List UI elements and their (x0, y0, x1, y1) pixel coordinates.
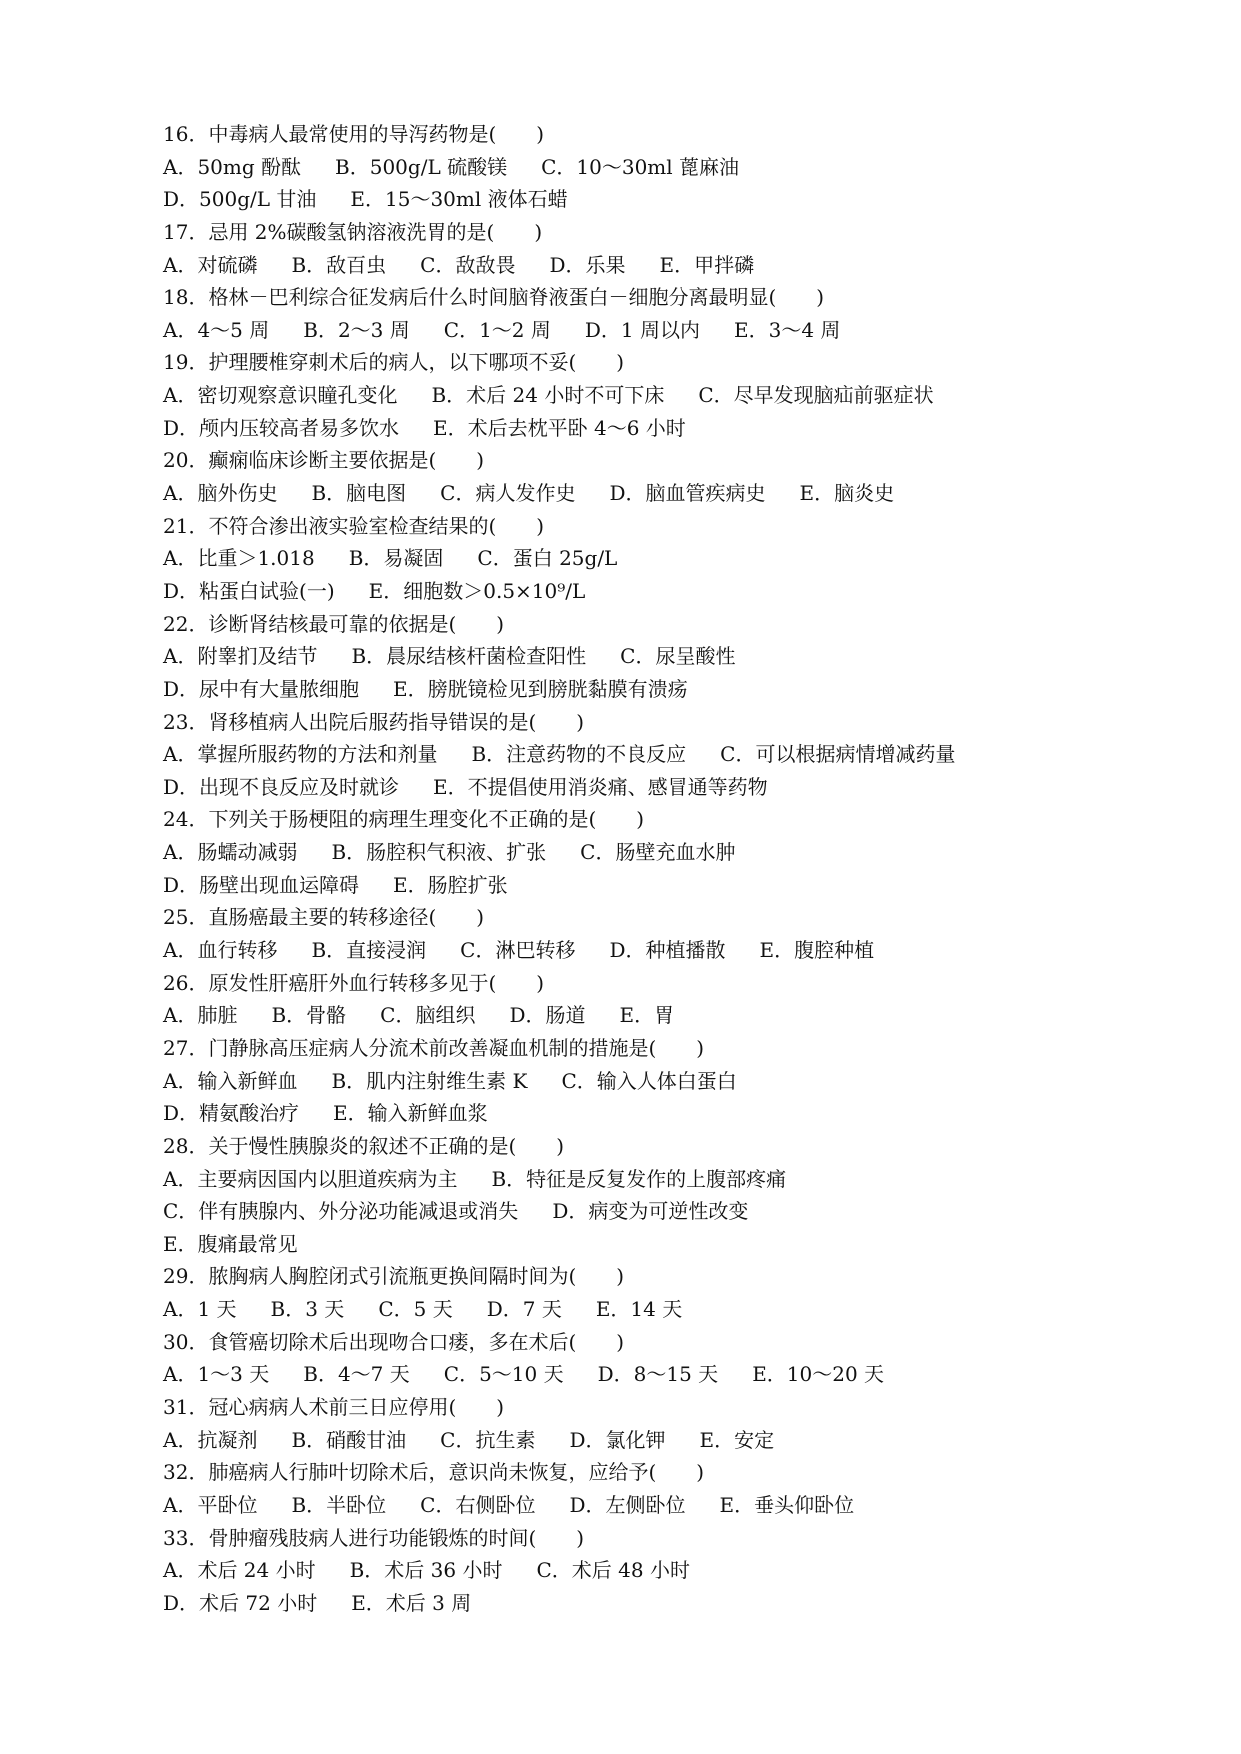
answer-option: E．10～20 天 (752, 1362, 885, 1387)
question-stem: 16．中毒病人最常使用的导泻药物是( ) (163, 122, 545, 146)
options-row (163, 1065, 1163, 1098)
answer-option: C．脑组织 (380, 1003, 476, 1028)
question-stem: 26．原发性肝癌肝外血行转移多见于( ) (163, 970, 545, 995)
question-stem: 18．格林－巴利综合征发病后什么时间脑脊液蛋白－细胞分离最明显( ) (163, 285, 825, 310)
question-stem: 23．肾移植病人出院后服药指导错误的是( ) (163, 709, 585, 734)
answer-option: C．抗生素 (440, 1427, 536, 1452)
answer-option: B．硝酸甘油 (291, 1427, 407, 1452)
question-stem: 20．癫痫临床诊断主要依据是( ) (163, 448, 485, 473)
answer-option: A．4～5 周 (163, 317, 270, 342)
answer-option: B．特征是反复发作的上腹部疼痛 (491, 1166, 787, 1191)
answer-option: B．易凝固 (348, 546, 444, 571)
answer-option: C．10～30ml 蓖麻油 (541, 154, 740, 179)
answer-option: D．术后 72 小时 (163, 1590, 318, 1615)
options-row (163, 1163, 1163, 1196)
answer-option: B．3 天 (270, 1297, 345, 1322)
answer-option: C．可以根据病情增减药量 (720, 742, 956, 767)
options-row (163, 869, 1163, 902)
answer-option: E．胃 (619, 1003, 675, 1028)
answer-option: D．8～15 天 (597, 1362, 719, 1387)
options-row (163, 934, 1163, 967)
options-row (163, 249, 1163, 282)
answer-option: A．1 天 (163, 1297, 237, 1322)
options-row (163, 379, 1163, 412)
answer-option: A．比重＞1.018 (163, 546, 315, 571)
answer-option: B．术后 36 小时 (349, 1558, 503, 1583)
question-stem: 21．不符合渗出液实验室检查结果的( ) (163, 513, 545, 538)
answer-option: D．尿中有大量脓细胞 (163, 676, 360, 701)
options-row (163, 640, 1163, 673)
options-row (163, 1097, 1163, 1130)
answer-option: D．出现不良反应及时就诊 (163, 774, 400, 799)
answer-option: D．种植播散 (609, 938, 726, 963)
answer-option: C．术后 48 小时 (536, 1558, 690, 1583)
answer-option: D．精氨酸治疗 (163, 1101, 300, 1126)
answer-option: D．左侧卧位 (569, 1492, 686, 1517)
answer-option: B．术后 24 小时不可下床 (431, 383, 665, 408)
answer-option: E．15～30ml 液体石蜡 (350, 187, 568, 212)
options-row (163, 1195, 1163, 1228)
question-stem: 28．关于慢性胰腺炎的叙述不正确的是( ) (163, 1133, 565, 1158)
question-stem: 30．食管癌切除术后出现吻合口瘘，多在术后( ) (163, 1329, 625, 1354)
question-stem: 17．忌用 2%碳酸氢钠溶液洗胃的是( ) (163, 219, 543, 244)
answer-option: E．细胞数＞0.5×10⁹/L (368, 578, 586, 603)
answer-option: D．肠道 (509, 1003, 586, 1028)
answer-option: B．半卧位 (291, 1492, 387, 1517)
answer-option: B．注意药物的不良反应 (471, 742, 687, 767)
options-row (163, 1587, 1163, 1620)
answer-option: B．肌内注射维生素 K (331, 1068, 528, 1093)
answer-option: E．3～4 周 (734, 317, 841, 342)
question-stem: 22．诊断肾结核最可靠的依据是( ) (163, 611, 505, 636)
answer-option: A．掌握所服药物的方法和剂量 (163, 742, 438, 767)
answer-option: D．7 天 (486, 1297, 562, 1322)
options-row (163, 477, 1163, 510)
answer-option: E．腹痛最常见 (163, 1231, 298, 1256)
answer-option: B．晨尿结核杆菌检查阳性 (351, 644, 587, 669)
answer-option: E．脑炎史 (799, 481, 895, 506)
options-row (163, 151, 1163, 184)
answer-option: E．甲拌磷 (659, 252, 755, 277)
answer-option: B．脑电图 (311, 481, 407, 506)
options-row (163, 1358, 1163, 1391)
question-stem: 19．护理腰椎穿刺术后的病人，以下哪项不妥( ) (163, 350, 625, 375)
answer-option: B．2～3 周 (303, 317, 410, 342)
answer-option: E．安定 (699, 1427, 775, 1452)
answer-option: A．脑外伤史 (163, 481, 278, 506)
answer-option: A．主要病因国内以胆道疾病为主 (163, 1166, 458, 1191)
answer-option: C．蛋白 25g/L (477, 546, 618, 571)
question-stem: 31．冠心病病人术前三日应停用( ) (163, 1394, 505, 1419)
answer-option: A．密切观察意识瞳孔变化 (163, 383, 398, 408)
answer-option: E．输入新鲜血浆 (333, 1101, 488, 1126)
answer-option: D．乐果 (549, 252, 626, 277)
answer-option: B．肠腔积气积液、扩张 (331, 840, 547, 865)
options-row (163, 738, 1163, 771)
answer-option: C．敌敌畏 (420, 252, 516, 277)
answer-option: E．肠腔扩张 (393, 872, 508, 897)
answer-option: C．尿呈酸性 (620, 644, 736, 669)
answer-option: C．5 天 (378, 1297, 453, 1322)
answer-option: D．病变为可逆性改变 (552, 1199, 749, 1224)
answer-option: A．1～3 天 (163, 1362, 270, 1387)
question-stem: 24．下列关于肠梗阻的病理生理变化不正确的是( ) (163, 807, 645, 832)
options-row (163, 314, 1163, 347)
answer-option: E．术后去枕平卧 4～6 小时 (433, 415, 686, 440)
answer-option: A．肠蠕动减弱 (163, 840, 298, 865)
answer-option: D．肠壁出现血运障碍 (163, 872, 360, 897)
answer-option: C．5～10 天 (443, 1362, 564, 1387)
answer-option: D．500g/L 甘油 (163, 187, 317, 212)
options-row (163, 542, 1163, 575)
answer-option: C．1～2 周 (443, 317, 551, 342)
answer-option: A．输入新鲜血 (163, 1068, 298, 1093)
answer-option: B．4～7 天 (303, 1362, 410, 1387)
answer-option: E．膀胱镜检见到膀胱黏膜有溃疡 (393, 676, 688, 701)
answer-option: A．术后 24 小时 (163, 1558, 316, 1583)
answer-option: B．敌百虫 (291, 252, 387, 277)
options-row (163, 183, 1163, 216)
answer-option: D．氯化钾 (569, 1427, 666, 1452)
options-row (163, 1554, 1163, 1587)
answer-option: C．淋巴转移 (460, 938, 576, 963)
answer-option: A．平卧位 (163, 1492, 258, 1517)
answer-option: E．腹腔种植 (759, 938, 875, 963)
answer-option: E．14 天 (595, 1297, 683, 1322)
answer-option: A．附睾扪及结节 (163, 644, 318, 669)
answer-option: C．伴有胰腺内、外分泌功能减退或消失 (163, 1199, 519, 1224)
answer-option: A．肺脏 (163, 1003, 238, 1028)
answer-option: C．肠壁充血水肿 (580, 840, 736, 865)
answer-option: A．对硫磷 (163, 252, 258, 277)
answer-option: A．抗凝剂 (163, 1427, 258, 1452)
answer-option: E．不提倡使用消炎痛、感冒通等药物 (433, 774, 768, 799)
answer-option: C．输入人体白蛋白 (561, 1068, 737, 1093)
answer-option: D．颅内压较高者易多饮水 (163, 415, 400, 440)
answer-option: D．1 周以内 (584, 317, 700, 342)
answer-option: B．500g/L 硫酸镁 (335, 154, 508, 179)
options-row (163, 1424, 1163, 1457)
options-row (163, 412, 1163, 445)
options-row (163, 1293, 1163, 1326)
options-row (163, 575, 1163, 608)
answer-option: C．病人发作史 (440, 481, 576, 506)
question-stem: 27．门静脉高压症病人分流术前改善凝血机制的措施是( ) (163, 1035, 705, 1060)
answer-option: B．骨骼 (271, 1003, 347, 1028)
options-row (163, 1228, 1163, 1261)
options-row (163, 1489, 1163, 1522)
question-list (163, 118, 1163, 1619)
question-stem: 32．肺癌病人行肺叶切除术后，意识尚未恢复，应给予( ) (163, 1460, 705, 1485)
options-row (163, 999, 1163, 1032)
answer-option: A．血行转移 (163, 938, 278, 963)
answer-option: D．脑血管疾病史 (609, 481, 766, 506)
question-stem: 33．骨肿瘤残肢病人进行功能锻炼的时间( ) (163, 1525, 585, 1550)
options-row (163, 673, 1163, 706)
answer-option: A．50mg 酚酞 (163, 154, 302, 179)
question-stem: 25．直肠癌最主要的转移途径( ) (163, 905, 485, 930)
options-row (163, 771, 1163, 804)
answer-option: E．垂头仰卧位 (719, 1492, 855, 1517)
answer-option: C．尽早发现脑疝前驱症状 (698, 383, 934, 408)
options-row (163, 836, 1163, 869)
answer-option: C．右侧卧位 (420, 1492, 536, 1517)
answer-option: E．术后 3 周 (351, 1590, 472, 1615)
answer-option: D．粘蛋白试验(一) (163, 578, 335, 603)
answer-option: B．直接浸润 (311, 938, 427, 963)
question-stem: 29．脓胸病人胸腔闭式引流瓶更换间隔时间为( ) (163, 1264, 625, 1289)
